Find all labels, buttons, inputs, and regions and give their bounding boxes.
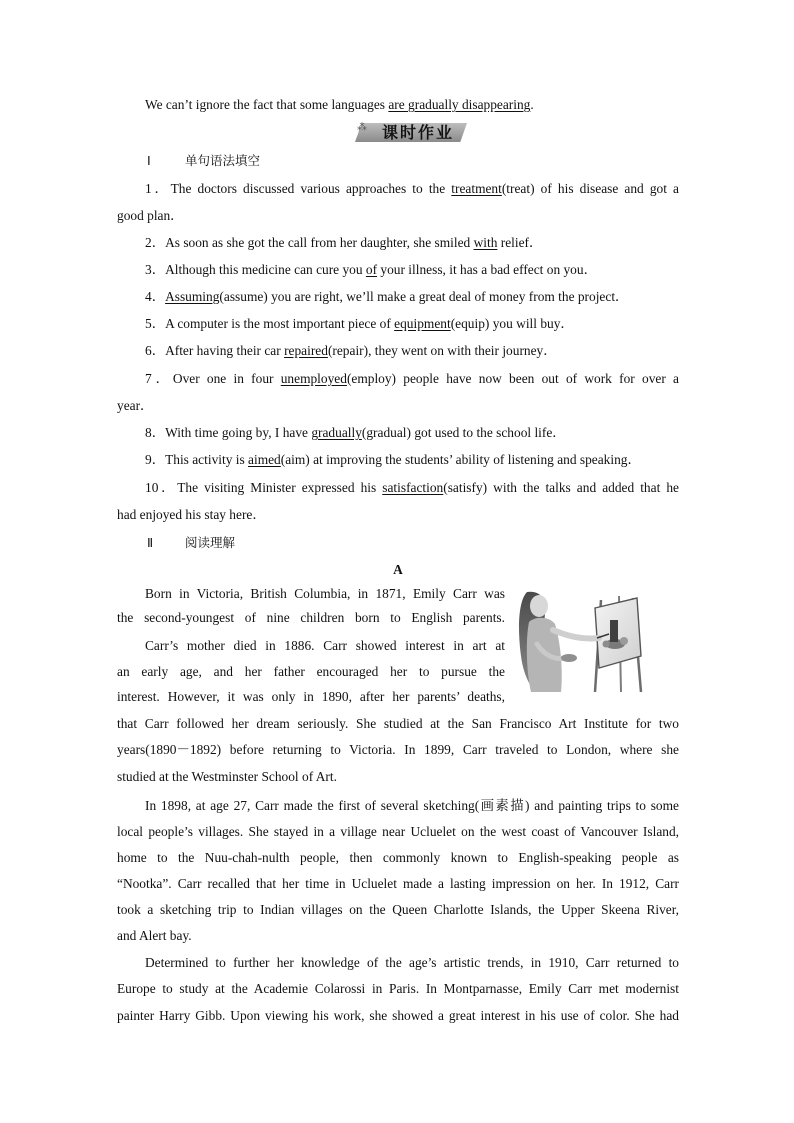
q8-text: 8．With time going by, I have xyxy=(145,425,312,440)
passage-line: In 1898, at age 27, Carr made the first of several sketching(画素描) and painting trips to some xyxy=(145,798,679,813)
q2-text: 2．As soon as she got the call from her daughter, she smiled xyxy=(145,235,474,250)
girl-painting-photo xyxy=(515,586,651,692)
q2-text-after: relief． xyxy=(497,235,543,250)
passage-line: Europe to study at the Academie Colarossi in Paris. In Montparnasse, Emily Carr met modernist xyxy=(117,981,679,996)
intro-answer: are gradually disappearing xyxy=(388,97,531,112)
question-5 xyxy=(145,310,679,337)
q5-text-after: (equip) you will buy． xyxy=(450,316,574,331)
intro-period: . xyxy=(530,97,534,112)
q1-answer: treatment xyxy=(451,181,502,196)
question-2 xyxy=(145,229,679,256)
passage-line: and Alert bay. xyxy=(117,928,192,943)
q4-answer: Assuming xyxy=(165,289,220,304)
passage-line: home to the Nuu-chah-nulth people, then commonly known to English-speaking people as xyxy=(117,850,679,865)
q8-answer: gradually xyxy=(311,425,362,440)
passage-line: an early age, and her father encouraged her to pursue the xyxy=(117,664,505,679)
question-8 xyxy=(145,419,679,446)
question-1-line2: good plan． xyxy=(117,208,184,223)
q2-answer: with xyxy=(473,235,498,250)
q10-text: 10．The visiting Minister expressed his xyxy=(145,480,383,495)
question-4 xyxy=(145,283,679,310)
q1-text-after: (treat) of his disease and got a xyxy=(501,181,679,196)
question-1-line1 xyxy=(145,175,679,202)
q6-answer: repaired xyxy=(284,343,328,358)
passage-line: Determined to further her knowledge of the age’s artistic trends, in 1910, Carr returned to xyxy=(145,955,679,970)
question-7-line1 xyxy=(145,365,679,392)
passage-line: the second-youngest of nine children born to English parents. xyxy=(117,610,505,625)
q7-text-after: (employ) people have now been out of work for over a xyxy=(346,371,679,386)
q4-text-after: (assume) you are right, we’ll make a great deal of money from the project． xyxy=(219,289,629,304)
banner-star-icon: ⁂ xyxy=(357,122,367,133)
q6-text-after: (repair), they went on with their journey． xyxy=(327,343,557,358)
q10-text-after: (satisfy) with the talks and added that he xyxy=(443,480,679,495)
passage-line: Carr’s mother died in 1886. Carr showed interest in art at xyxy=(145,638,505,653)
question-3 xyxy=(145,256,679,283)
q9-answer: aimed xyxy=(248,452,281,467)
passage-line: studied at the Westminster School of Art. xyxy=(117,769,337,784)
section2-title: 阅读理解 xyxy=(185,535,236,550)
passage-line: painter Harry Gibb. Upon viewing his work, she showed a great interest in his use of color. She had xyxy=(117,1008,679,1023)
q3-answer: of xyxy=(365,262,378,277)
q6-text: 6．After having their car xyxy=(145,343,285,358)
passage-line: “Nootka”. Carr recalled that her time in Ucluelet made a lasting impression on her. In 1912, Carr xyxy=(117,876,679,891)
q3-text: 3．Although this medicine can cure you xyxy=(145,262,366,277)
q7-answer: unemployed xyxy=(280,371,347,386)
passage-line: Born in Victoria, British Columbia, in 1871, Emily Carr was xyxy=(145,586,505,601)
section2-roman: Ⅱ xyxy=(147,535,154,550)
q8-text-after: (gradual) got used to the school life． xyxy=(361,425,566,440)
passage-line: that Carr followed her dream seriously. She studied at the San Francisco Art Institute for two xyxy=(117,716,679,731)
banner-title: 课时作业 xyxy=(381,123,454,142)
q10-answer: satisfaction xyxy=(382,480,444,495)
intro-sentence xyxy=(145,91,679,118)
question-7-line2: year． xyxy=(117,398,154,413)
q4-number: 4． xyxy=(145,289,166,304)
question-10-line1 xyxy=(145,474,679,501)
question-10-line2: had enjoyed his stay here． xyxy=(117,507,266,522)
q7-text: 7．Over one in four xyxy=(145,371,281,386)
passage-line: interest. However, it was only in 1890, after her parents’ deaths, xyxy=(117,689,505,704)
q5-answer: equipment xyxy=(394,316,451,331)
passage-line: local people’s villages. She stayed in a village near Ucluelet on the west coast of Vancouver Island, xyxy=(117,824,679,839)
passage-line: took a sketching trip to Indian villages on the Queen Charlotte Islands, the Upper Skeena River, xyxy=(117,902,679,917)
q9-text: 9．This activity is xyxy=(145,452,249,467)
question-6 xyxy=(145,337,679,364)
homework-banner xyxy=(355,121,467,144)
q9-text-after: (aim) at improving the students’ ability of listening and speaking． xyxy=(280,452,641,467)
passage-line: years(1890－1892) before returning to Victoria. In 1899, Carr traveled to London, where she xyxy=(117,742,679,757)
section1-roman: Ⅰ xyxy=(147,153,151,168)
question-9 xyxy=(145,446,679,473)
q3-text-after: your illness, it has a bad effect on you． xyxy=(377,262,597,277)
section1-title: 单句语法填空 xyxy=(185,153,261,168)
passage-label: A xyxy=(393,562,403,577)
intro-text: We can’t ignore the fact that some languages xyxy=(145,97,389,112)
q1-text: 1．The doctors discussed various approaches to the xyxy=(145,181,452,196)
q5-text: 5．A computer is the most important piece of xyxy=(145,316,395,331)
